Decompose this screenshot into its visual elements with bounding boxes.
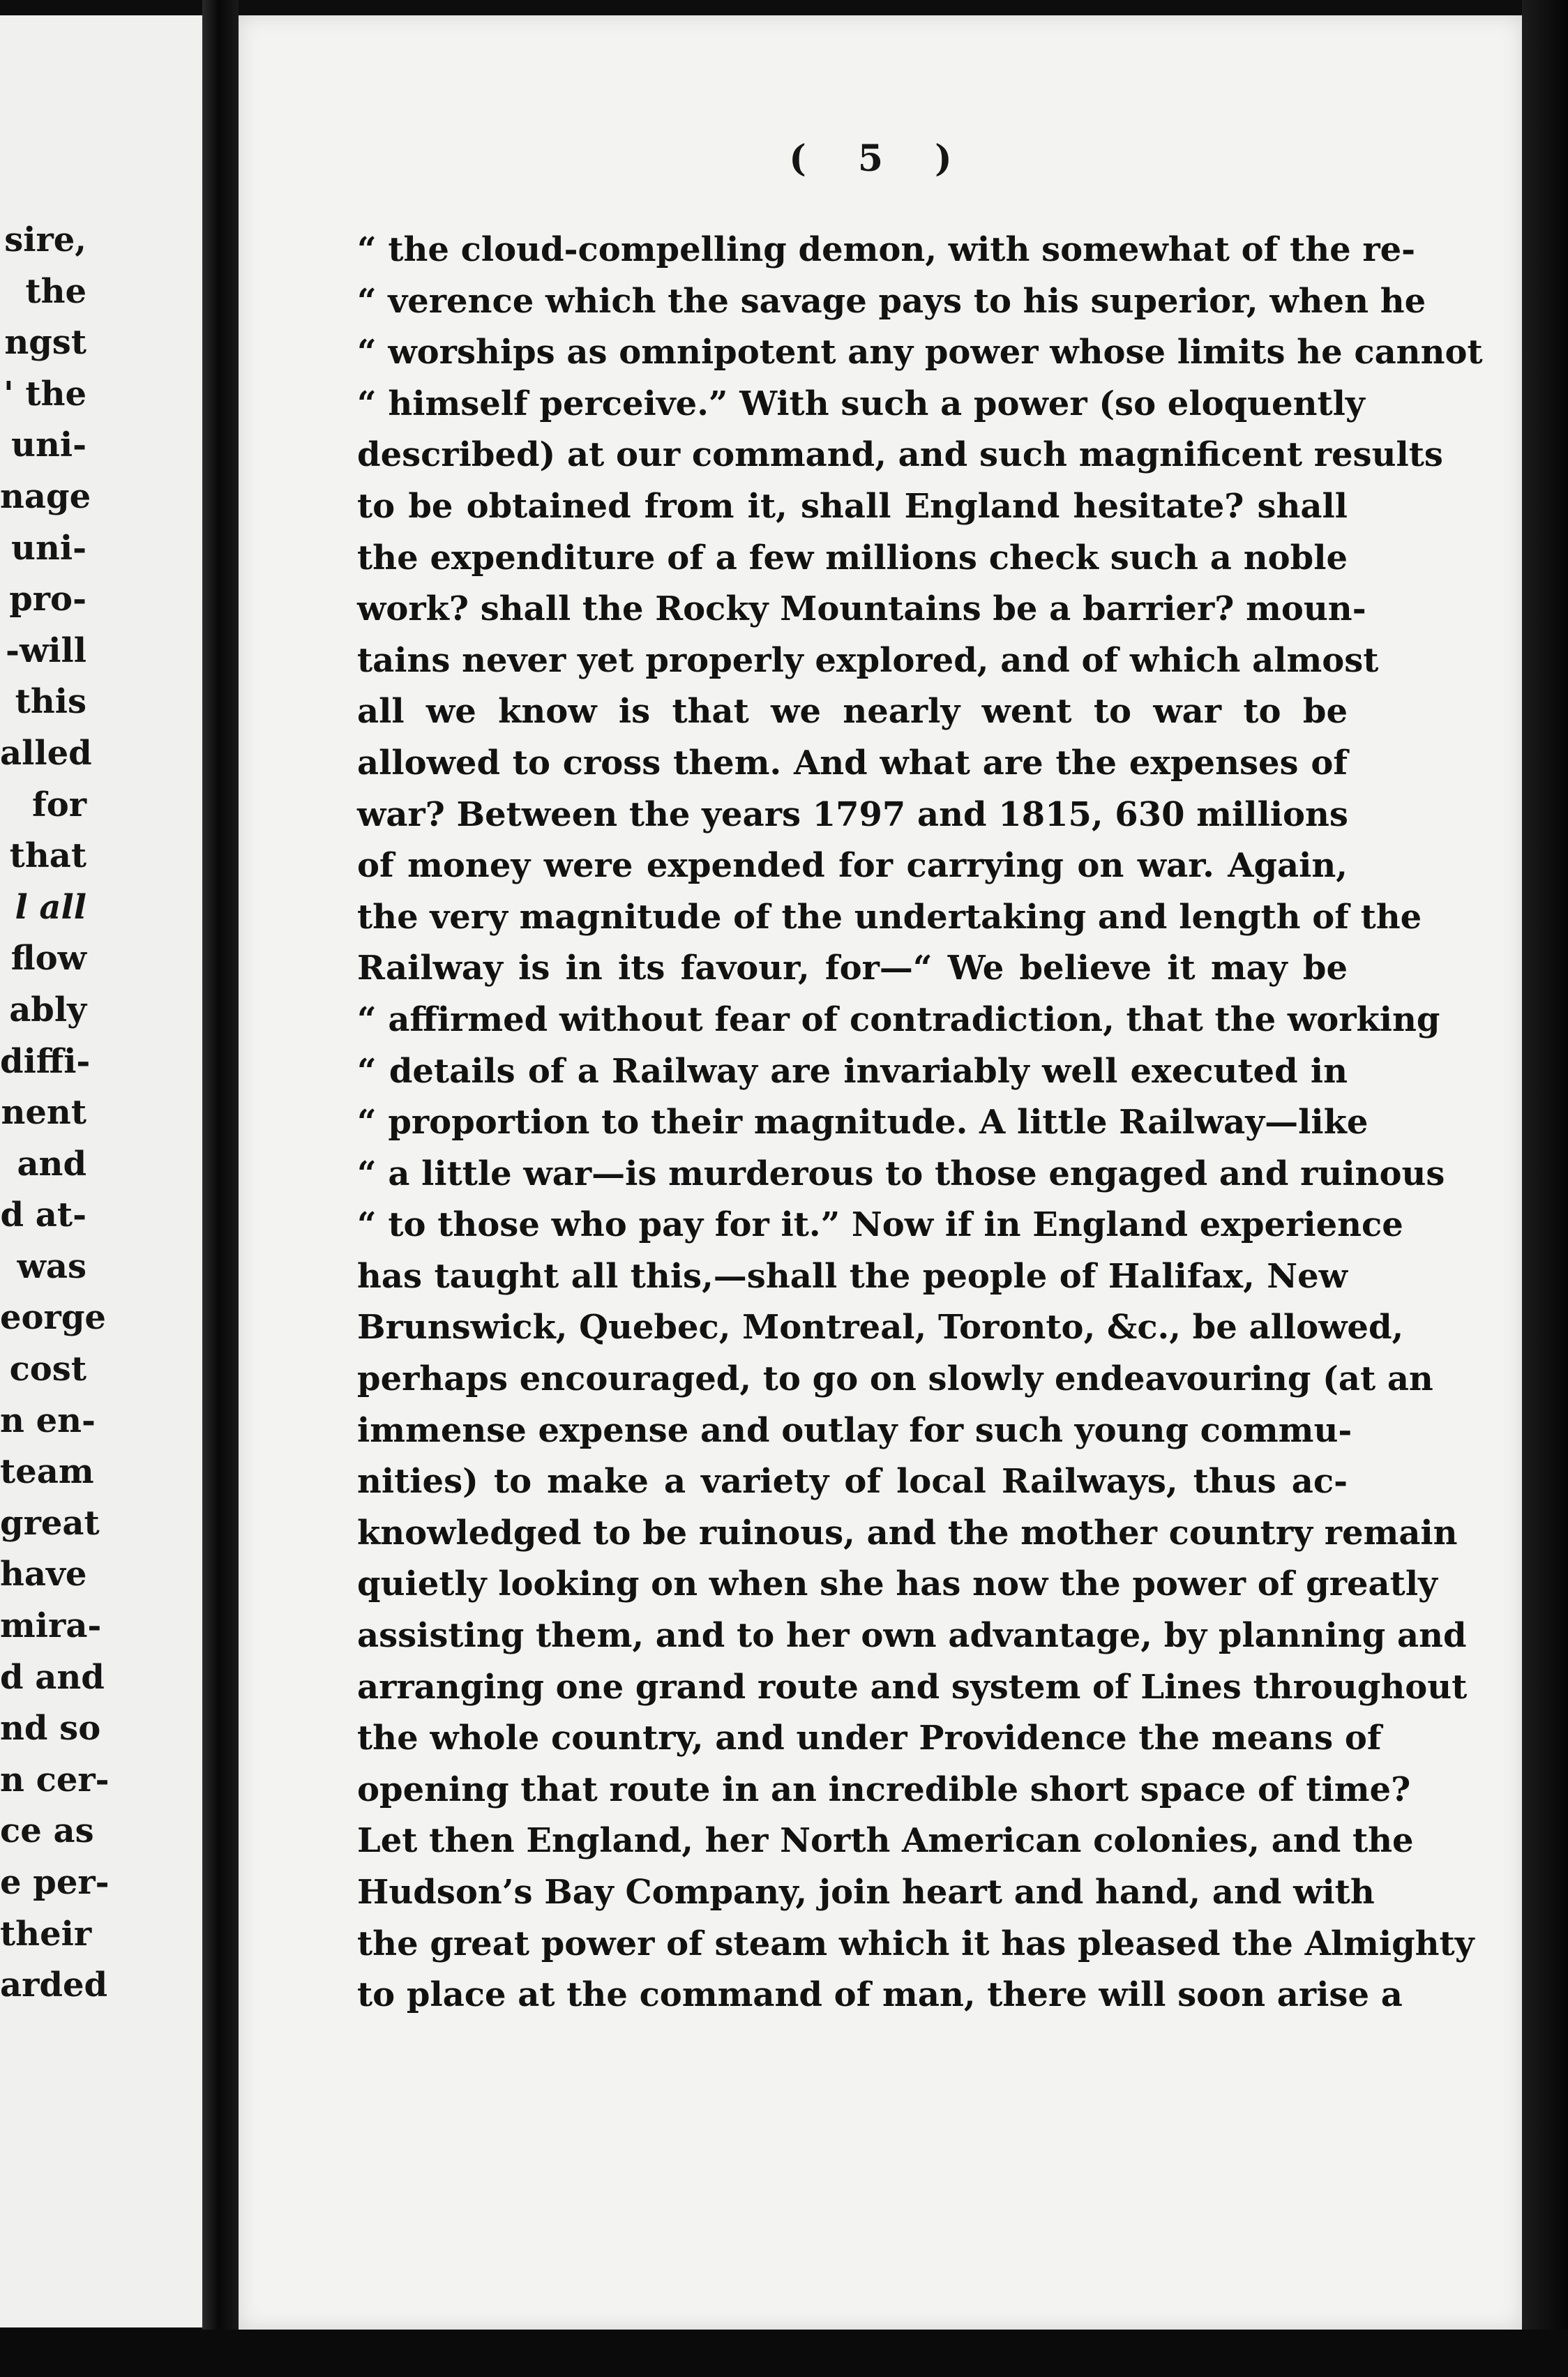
text-line: the expenditure of a few millions check such a noble <box>357 538 1348 578</box>
text-line: knowledged to be ruinous, and the mother country remain <box>357 1513 1458 1553</box>
text-line: described) at our command, and such magnificent results <box>357 435 1443 475</box>
facing-page-line: sire, <box>4 220 86 259</box>
text-line: tains never yet properly explored, and of which almost <box>357 640 1379 680</box>
text-line: allowed to cross them. And what are the expenses of <box>357 743 1348 783</box>
facing-page-line: flow <box>10 939 86 979</box>
facing-page-line: arded <box>0 1965 108 2005</box>
facing-page-line: that <box>9 836 86 876</box>
facing-page-line: uni- <box>11 425 86 465</box>
text-line: Hudson’s Bay Company, join heart and hand, and with <box>357 1873 1375 1912</box>
facing-page-line: d and <box>0 1657 105 1697</box>
facing-page-line: this <box>15 682 86 722</box>
facing-page-line: ' the <box>3 374 86 414</box>
text-line: “ details of a Railway are invariably well executed in <box>357 1051 1348 1091</box>
facing-page-line: pro- <box>9 580 86 619</box>
facing-page-line: e per- <box>0 1863 110 1902</box>
text-line: the great power of steam which it has pleased the Almighty <box>357 1924 1475 1963</box>
scan-bottom-edge <box>0 2330 1568 2377</box>
text-line: “ verence which the savage pays to his superior, when he <box>357 281 1426 321</box>
text-line: Railway is in its favour, for—“ We believe it may be <box>357 949 1348 988</box>
facing-page-line: -will <box>6 631 86 670</box>
text-line: Let then England, her North American colonies, and the <box>357 1821 1414 1861</box>
scan-right-edge <box>1522 0 1568 2377</box>
facing-page-line: cost <box>9 1350 86 1389</box>
text-line: war? Between the years 1797 and 1815, 630 millions <box>357 794 1348 834</box>
text-line: arranging one grand route and system of Lines throughout <box>357 1667 1468 1707</box>
text-line: nities) to make a variety of local Railways, thus ac- <box>357 1462 1348 1502</box>
text-line: the very magnitude of the undertaking and length of the <box>357 897 1422 937</box>
page-5 <box>239 15 1522 2330</box>
body-text <box>357 225 1483 2021</box>
text-line: the whole country, and under Providence the means of <box>357 1719 1382 1758</box>
facing-page-line: d at- <box>0 1195 86 1235</box>
facing-page-line: nent <box>1 1093 86 1133</box>
text-line: immense expense and outlay for such young commu- <box>357 1410 1352 1450</box>
facing-page-line: diffi- <box>0 1041 91 1081</box>
facing-page-line: l all <box>15 887 86 927</box>
text-line: to be obtained from it, shall England hesitate? shall <box>357 486 1348 526</box>
text-line: opening that route in an incredible short space of time? <box>357 1769 1411 1809</box>
text-line: “ worships as omnipotent any power whose limits he cannot <box>357 333 1483 372</box>
facing-page-line: for <box>32 785 86 824</box>
facing-page-line: the <box>25 271 86 311</box>
text-line: “ affirmed without fear of contradiction, that the working <box>357 999 1440 1039</box>
text-line: assisting them, and to her own advantage, by planning and <box>357 1616 1467 1656</box>
facing-page-line: alled <box>0 733 92 773</box>
text-line: to place at the command of man, there will soon arise a <box>357 1975 1403 2015</box>
facing-page-line: and <box>17 1144 86 1184</box>
text-line: work? shall the Rocky Mountains be a barrier? moun- <box>357 589 1366 629</box>
facing-page-line: eorge <box>0 1298 106 1338</box>
text-line: of money were expended for carrying on war. Again, <box>357 846 1348 886</box>
facing-page-line: ngst <box>4 323 86 363</box>
facing-page-line: great <box>0 1503 100 1543</box>
text-line: “ himself perceive.” With such a power (so eloquently <box>357 384 1365 423</box>
text-line: “ the cloud-compelling demon, with somewhat of the re- <box>357 230 1416 269</box>
facing-page-text <box>0 215 110 2012</box>
facing-page-line: mira- <box>0 1606 102 1646</box>
facing-page-line: nage <box>0 476 91 516</box>
text-line: “ a little war—is murderous to those engaged and ruinous <box>357 1154 1445 1193</box>
book-gutter <box>202 0 239 2377</box>
facing-page-line: ce as <box>0 1811 94 1851</box>
facing-page-line: have <box>0 1555 87 1594</box>
text-line: all we know is that we nearly went to war to be <box>357 692 1348 732</box>
text-line: Brunswick, Quebec, Montreal, Toronto, &c., be allowed, <box>357 1308 1404 1348</box>
facing-page-line: their <box>0 1914 92 1954</box>
facing-page-line: nd so <box>0 1709 101 1749</box>
facing-page-line: uni- <box>11 528 86 568</box>
facing-page-line: was <box>17 1246 86 1286</box>
text-line: quietly looking on when she has now the power of greatly <box>357 1564 1438 1604</box>
text-line: has taught all this,—shall the people of Halifax, New <box>357 1256 1348 1296</box>
page-number: ( 5 ) <box>789 137 972 180</box>
facing-page-left <box>0 15 202 2327</box>
text-line: “ to those who pay for it.” Now if in England experience <box>357 1205 1403 1245</box>
facing-page-line: team <box>0 1452 94 1492</box>
facing-page-line: n en- <box>0 1401 96 1440</box>
text-line: “ proportion to their magnitude. A little Railway—like <box>357 1103 1369 1142</box>
facing-page-line: ably <box>9 990 86 1029</box>
text-line: perhaps encouraged, to go on slowly endeavouring (at an <box>357 1359 1433 1399</box>
facing-page-line: n cer- <box>0 1760 110 1799</box>
